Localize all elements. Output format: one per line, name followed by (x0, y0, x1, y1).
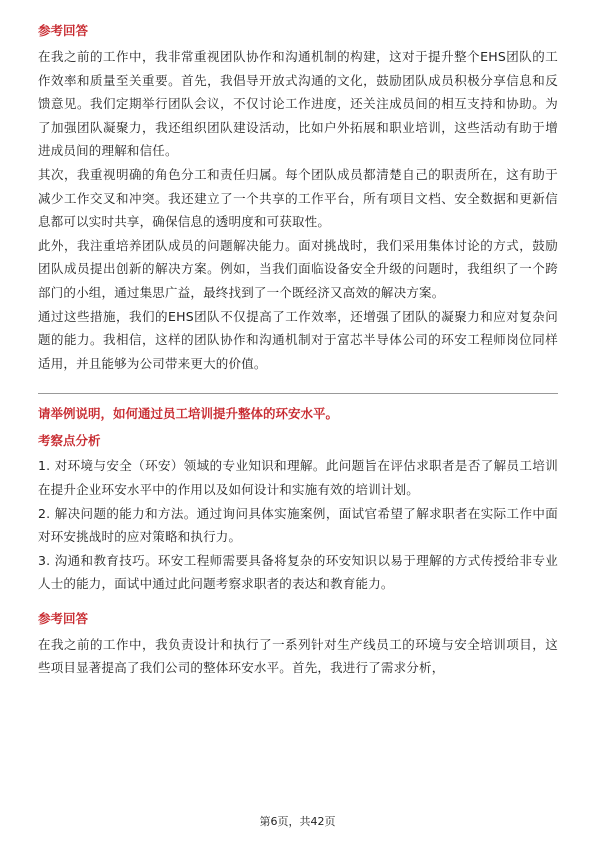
analysis-item: 1. 对环境与安全（环安）领域的专业知识和理解。此问题旨在评估求职者是否了解员工培训在提升企业环安水平中的作用以及如何设计和实施有效的培训计划。 (38, 458, 558, 497)
answer-paragraph: 此外，我注重培养团队成员的问题解决能力。面对挑战时，我们采用集体讨论的方式，鼓励团队成员提出创新的解决方案。例如，当我们面临设备安全升级的问题时，我组织了一个跨部门的小组，通过集思广益，最终找到了一个既经济又高效的解决方案。 (38, 237, 558, 300)
page-content (38, 22, 558, 680)
answer-paragraph: 在我之前的工作中，我非常重视团队协作和沟通机制的构建，这对于提升整个EHS团队的工作效率和质量至关重要。首先，我倡导开放式沟通的文化，鼓励团队成员积极分享信息和反馈意见。我们定期举行团队会议，不仅讨论工作进度，还关注成员间的相互支持和协助。为了加强团队凝聚力，我还组织团队建设活动，比如户外拓展和职业培训，这些活动有助于增进成员间的理解和信任。 (38, 49, 558, 159)
analysis-item: 2. 解决问题的能力和方法。通过询问具体实施案例，面试官希望了解求职者在实际工作中面对环安挑战时的应对策略和执行力。 (38, 505, 558, 545)
reference-answer-heading: 参考回答 (38, 23, 89, 38)
interview-question: 请举例说明，如何通过员工培训提升整体的环安水平。 (38, 406, 339, 422)
answer-paragraph: 其次，我重视明确的角色分工和责任归属。每个团队成员都清楚自己的职责所在，这有助于减少工作交叉和冲突。我还建立了一个共享的工作平台，所有项目文档、安全数据和更新信息都可以实时共享，确保信息的透明度和可获取性。 (38, 166, 558, 230)
section-divider (38, 393, 558, 394)
analysis-heading: 考察点分析 (38, 433, 101, 449)
answer-paragraph: 通过这些措施，我们的EHS团队不仅提高了工作效率，还增强了团队的凝聚力和应对复杂问题的能力。我相信，这样的团队协作和沟通机制对于富芯半导体公司的环安工程师岗位同样适用，并且能够为公司带来更大的价值。 (38, 308, 558, 371)
analysis-item: 3. 沟通和教育技巧。环安工程师需要具备将复杂的环安知识以易于理解的方式传授给非专业人士的能力，面试中通过此问题考察求职者的表达和教育能力。 (38, 552, 558, 592)
page-number: 第6页，共42页 (259, 815, 336, 828)
answer-paragraph: 在我之前的工作中，我负责设计和执行了一系列针对生产线员工的环境与安全培训项目，这些项目显著提高了我们公司的整体环安水平。首先，我进行了需求分析， (38, 636, 558, 676)
reference-answer-heading: 参考回答 (38, 610, 89, 626)
